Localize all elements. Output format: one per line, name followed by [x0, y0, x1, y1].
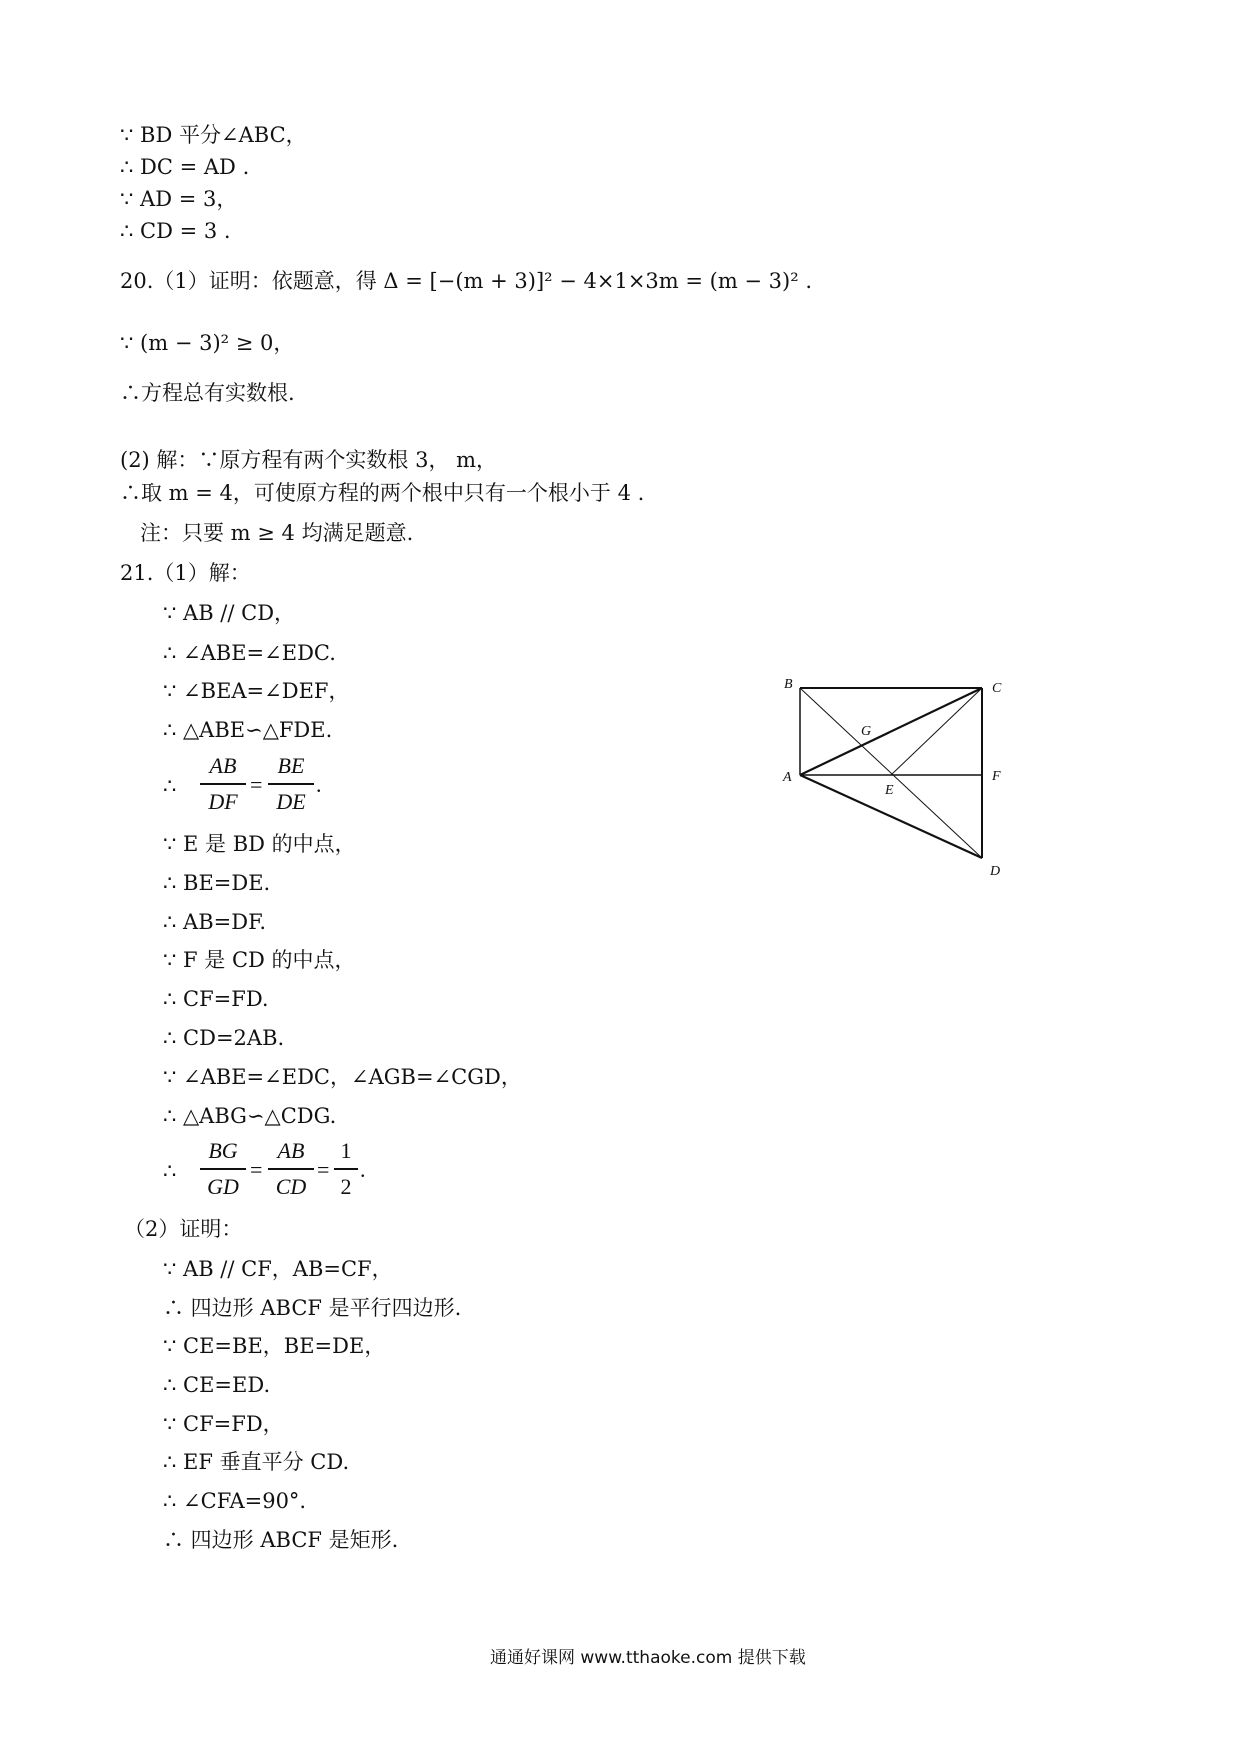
- frac2-eq2: =: [317, 1157, 330, 1182]
- proof-7: ∴ ∠CFA=90°.: [163, 1489, 307, 1513]
- proof-8: ∴ 四边形 ABCF 是矩形.: [163, 1528, 399, 1552]
- frac1-num2: BE: [277, 753, 305, 778]
- label-a: A: [783, 770, 792, 785]
- step-5-therefore: ∴: [163, 774, 177, 798]
- frac2-bar2: [268, 1168, 314, 1170]
- proof-2: ∴ 四边形 ABCF 是平行四边形.: [163, 1296, 462, 1320]
- label-c: C: [992, 681, 1002, 696]
- line-7: ∴方程总有实数根.: [120, 381, 295, 405]
- line-6: ∵ (m − 3)² ≥ 0，: [120, 331, 295, 355]
- line-2: ∴ DC = AD .: [120, 155, 250, 179]
- line-9: ∴取 m = 4，可使原方程的两个根中只有一个根小于 4 .: [120, 481, 645, 505]
- frac2-num1: BG: [208, 1138, 238, 1163]
- step-7: ∴ BE=DE.: [163, 871, 271, 895]
- proof-5: ∵ CF=FD，: [163, 1412, 284, 1436]
- frac1-den1: DF: [208, 789, 238, 814]
- label-e: E: [885, 783, 894, 798]
- step-3: ∵ ∠BEA=∠DEF，: [163, 679, 350, 703]
- line-1: ∵ BD 平分∠ABC，: [120, 123, 307, 147]
- frac2-bar1: [200, 1168, 246, 1170]
- step-9: ∵ F 是 CD 的中点，: [163, 948, 356, 972]
- frac1-eq: =: [250, 772, 263, 797]
- proof-6: ∴ EF 垂直平分 CD.: [163, 1450, 350, 1474]
- step-13: ∴ △ABG∽△CDG.: [163, 1104, 337, 1128]
- geometry-figure: [770, 660, 1040, 880]
- frac1-num1: AB: [209, 753, 237, 778]
- frac1-end: .: [316, 772, 322, 797]
- frac2-den2: CD: [275, 1174, 307, 1199]
- frac2-den1: GD: [207, 1174, 239, 1199]
- frac1-bar2: [268, 783, 314, 785]
- step-6: ∵ E 是 BD 的中点，: [163, 832, 356, 856]
- part2-heading: （2）证明：: [124, 1217, 243, 1241]
- note-line: 注：只要 m ≥ 4 均满足题意.: [140, 521, 414, 545]
- proof-1: ∵ AB // CF，AB=CF，: [163, 1257, 393, 1281]
- segment-ec: [891, 688, 982, 775]
- step-1: ∵ AB // CD，: [163, 601, 296, 625]
- footer-text: 通通好课网 www.tthaoke.com 提供下载: [490, 1648, 806, 1668]
- frac2-end: .: [360, 1157, 366, 1182]
- line-3: ∵ AD = 3，: [120, 187, 238, 211]
- label-b: B: [784, 677, 793, 692]
- q20-heading: 20.（1）证明：依题意，得 Δ = [−(m + 3)]² − 4×1×3m = (m − 3)² .: [120, 269, 813, 293]
- label-g: G: [861, 724, 872, 739]
- frac2-num3: 1: [340, 1138, 352, 1163]
- frac2-num2: AB: [277, 1138, 305, 1163]
- proof-4: ∴ CE=ED.: [163, 1373, 271, 1397]
- label-d: D: [990, 864, 1001, 879]
- step-2: ∴ ∠ABE=∠EDC.: [163, 641, 336, 665]
- step-14-therefore: ∴: [163, 1159, 177, 1183]
- q21-heading: 21.（1）解：: [120, 561, 251, 585]
- step-10: ∴ CF=FD.: [163, 987, 269, 1011]
- proof-3: ∵ CE=BE，BE=DE，: [163, 1334, 386, 1358]
- segment-ac: [800, 688, 982, 775]
- label-f: F: [992, 769, 1001, 784]
- frac2-bar3: [334, 1168, 358, 1170]
- frac2-eq1: =: [250, 1157, 263, 1182]
- step-11: ∴ CD=2AB.: [163, 1026, 285, 1050]
- frac1-bar1: [200, 783, 246, 785]
- step-8: ∴ AB=DF.: [163, 910, 267, 934]
- line-4: ∴ CD = 3 .: [120, 219, 231, 243]
- frac2-den3: 2: [340, 1174, 352, 1199]
- line-8: (2) 解：∵原方程有两个实数根 3， m，: [120, 448, 498, 472]
- frac1-den2: DE: [276, 789, 306, 814]
- step-4: ∴ △ABE∽△FDE.: [163, 718, 333, 742]
- step-12: ∵ ∠ABE=∠EDC，∠AGB=∠CGD，: [163, 1065, 522, 1089]
